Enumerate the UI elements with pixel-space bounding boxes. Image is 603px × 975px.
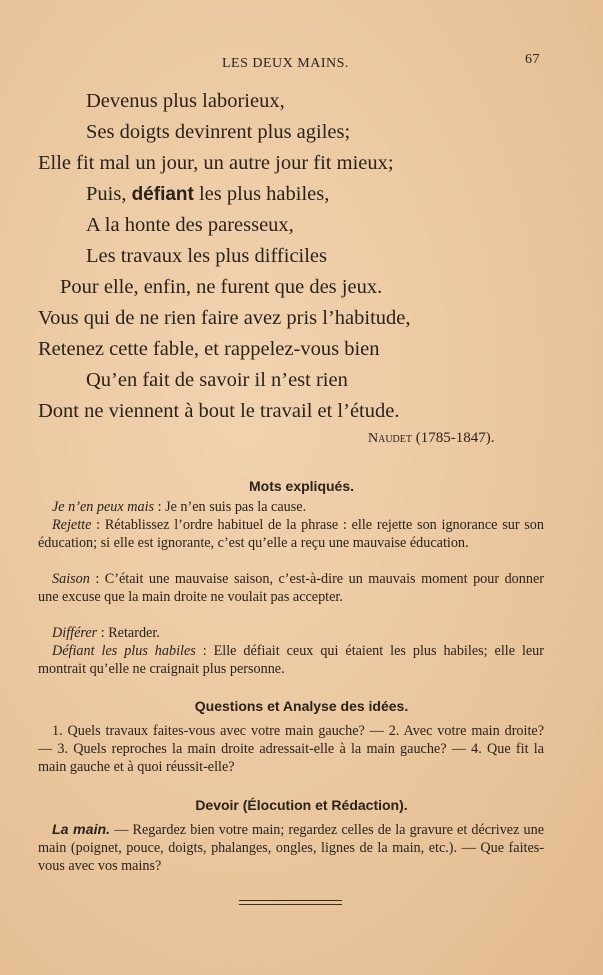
section-title-devoir: Devoir (Élocution et Rédaction).	[195, 797, 408, 813]
author-dates: (1785-1847).	[412, 430, 495, 446]
emphasized-word: défiant	[131, 184, 194, 205]
definition-term: Différer	[52, 625, 98, 641]
definition-text: : Retarder.	[97, 625, 160, 641]
poem-line: Elle fit mal un jour, un autre jour fit mieux;	[38, 152, 394, 174]
definition-text: : Rétablissez l’ordre habituel de la phrase : elle rejette son ignorance sur son éducation; si elle est ignorante, c’est qu’elle a reçu une mauvaise éducation.	[38, 517, 544, 551]
poem-line: Qu’en fait de savoir il n’est rien	[86, 369, 348, 391]
definition-entry	[38, 642, 544, 678]
page-number: 67	[525, 52, 540, 67]
definition-text: : Je n’en suis pas la cause.	[154, 499, 307, 515]
poem-line: Ses doigts devinrent plus agiles;	[86, 121, 351, 143]
definition-term: Rejette	[52, 517, 92, 533]
definition-entry	[38, 624, 544, 642]
poem-line: Pour elle, enfin, ne furent que des jeux.	[60, 276, 383, 298]
devoir-instructions: — Regardez bien votre main; regardez celles de la gravure et décrivez une main (poignet, pouce, doigts, phalanges, ongles, lignes de la main, etc.). — Que faites-vous avec vos mains?	[38, 822, 544, 874]
devoir-text	[38, 821, 544, 875]
section-title-questions: Questions et Analyse des idées.	[194, 698, 409, 714]
decorative-rule	[239, 900, 342, 905]
devoir-term: La main.	[52, 822, 111, 838]
definition-entry	[38, 516, 544, 552]
definition-term: Défiant les plus habiles	[52, 643, 196, 659]
poem-line: A la honte des paresseux,	[86, 214, 294, 236]
definition-term: Je n’en peux mais	[52, 499, 155, 515]
definition-text: : C’était une mauvaise saison, c’est-à-dire un mauvais moment pour donner une excuse que la main droite ne voulait pas accepter.	[38, 571, 544, 605]
questions-text: 1. Quels travaux faites-vous avec votre main gauche? — 2. Avec votre main droite? — 3. Quels reproches la main droite adressait-elle à la main gauche? — 4. Que fit la main gauche et à quoi réussit-elle?	[38, 723, 544, 775]
poem-line: Dont ne viennent à bout le travail et l’étude.	[38, 400, 400, 422]
poem-line: Les travaux les plus difficiles	[86, 245, 328, 267]
poem-line: Devenus plus laborieux,	[86, 90, 285, 112]
poem-line-part: les plus habiles,	[193, 183, 330, 205]
author-name: Naudet	[368, 431, 412, 446]
definition-text: : Elle défiait ceux qui étaient les plus habiles; elle leur montrait qu’elle ne craignait plus personne.	[38, 643, 545, 677]
attribution	[368, 430, 495, 447]
definition-entry	[38, 570, 544, 606]
running-title: LES DEUX MAINS.	[222, 56, 349, 71]
poem-line: Retenez cette fable, et rappelez-vous bien	[38, 338, 380, 360]
poem-line-part: Puis,	[86, 183, 132, 205]
section-title-mots: Mots expliqués.	[248, 478, 355, 494]
poem-line: Vous qui de ne rien faire avez pris l’habitude,	[38, 307, 411, 329]
definition-entry	[38, 498, 544, 516]
definition-term: Saison	[52, 571, 90, 587]
poem-line	[86, 179, 329, 209]
